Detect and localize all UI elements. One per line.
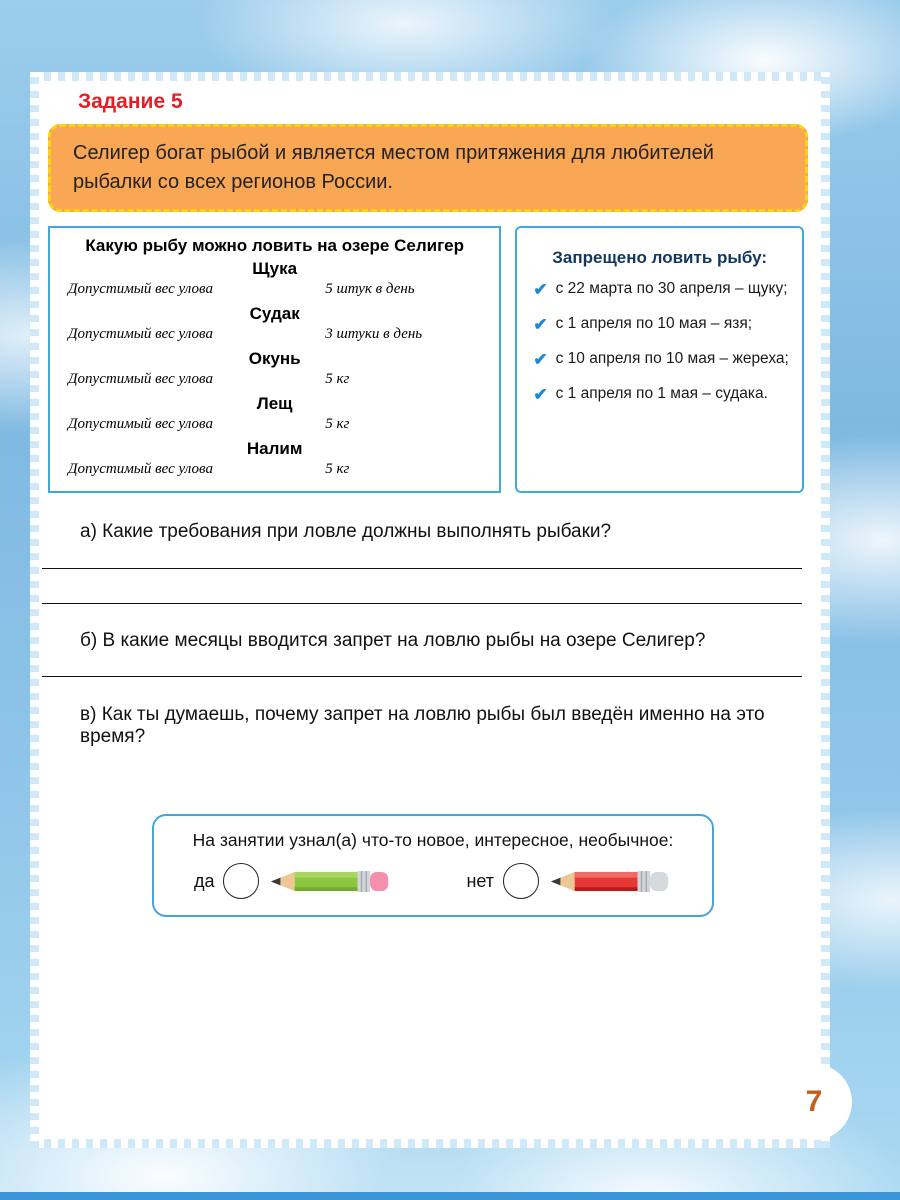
check-icon: ✔ [533,385,548,404]
fish-limit-label: Допустимый вес улова [68,281,213,297]
check-icon: ✔ [533,315,548,334]
fish-limit-value: 3 штуки в день [325,326,423,342]
fish-limit-value: 5 кг [325,416,350,432]
perforation-left [30,72,39,1148]
bottom-border [0,1192,900,1200]
ban-item [533,315,790,333]
page-number: 7 [805,1085,823,1118]
question-v: в) Как ты думаешь, почему запрет на ловлю рыбы был введён именно на это время? [80,704,765,747]
info-boxes [48,226,804,493]
fish-row: Лещ Допустимый вес улова 5 кг [68,394,350,432]
intro-text: Селигер богат рыбой и является местом притяжения для любителей рыбалки со всех регионов России. [73,142,714,193]
ban-item-text: с 10 апреля по 10 мая – жереха; [555,350,789,367]
intro-box [48,124,808,212]
fish-box-title: Какую рыбу можно ловить на озере Селигер [85,236,464,255]
ban-box-title: Запрещено ловить рыбу: [552,248,768,267]
perforation-bottom [30,1139,830,1148]
question-a: а) Какие требования при ловле должны выполнять рыбаки? [80,521,612,542]
page-number-badge [776,1064,852,1140]
ban-item-text: с 1 апреля по 1 мая – судака. [555,385,768,402]
no-label: нет [466,870,495,891]
pencil-green-icon [268,867,392,896]
allowed-fish-box [48,226,501,493]
answer-line[interactable] [42,676,802,677]
fish-limit-label: Допустимый вес улова [68,371,213,387]
check-icon: ✔ [533,280,548,299]
forbidden-fish-box [515,226,804,493]
check-icon: ✔ [533,350,548,369]
no-circle[interactable] [503,863,539,899]
fish-limit-value: 5 кг [325,371,350,387]
fish-limit-label: Допустимый вес улова [68,326,213,342]
perforation-right [821,72,830,1148]
ban-item [533,350,790,368]
perforation-top [30,72,830,81]
ban-item-text: с 1 апреля по 10 мая – язя; [555,315,753,332]
task-title: Задание 5 [78,90,183,113]
yes-label: да [193,870,215,891]
fish-row: Налим Допустимый вес улова 5 кг [68,439,350,477]
answer-line[interactable] [42,603,802,604]
fish-limit-value: 5 кг [325,461,350,477]
fish-limit-label: Допустимый вес улова [68,416,213,432]
ban-item [533,280,790,298]
fish-limit-label: Допустимый вес улова [68,461,213,477]
feedback-box [152,814,714,917]
ban-item [533,385,790,403]
pencil-red-icon [548,867,672,896]
fish-limit-value: 5 штук в день [325,281,415,297]
answer-line[interactable] [42,568,802,569]
question-b: б) В какие месяцы вводится запрет на ловлю рыбы на озере Селигер? [80,630,706,651]
worksheet-page [30,72,830,1148]
ban-item-text: с 22 марта по 30 апреля – щуку; [555,280,788,297]
feedback-prompt: На занятии узнал(а) что-то новое, интересное, необычное: [192,830,674,850]
fish-row: Судак Допустимый вес улова 3 штуки в день [68,304,423,342]
fish-row: Щука Допустимый вес улова 5 штук в день [68,259,415,297]
fish-row: Окунь Допустимый вес улова 5 кг [68,349,350,387]
feedback-options [164,863,702,899]
yes-circle[interactable] [223,863,259,899]
